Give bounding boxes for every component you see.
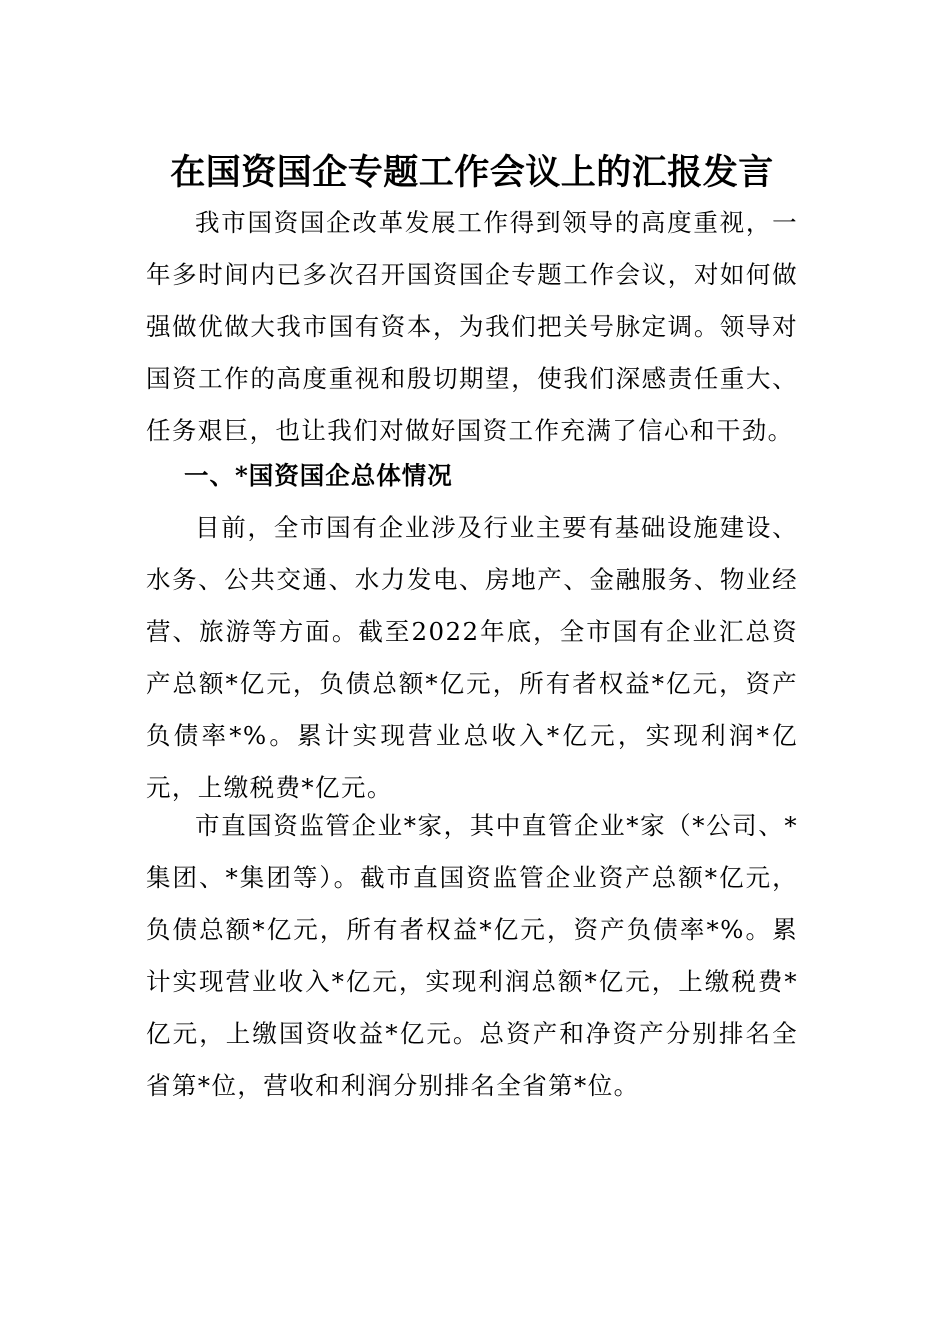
section-paragraph-2: 市直国资监管企业*家，其中直管企业*家（*公司、*集团、*集团等）。截市直国资监管企业资产总额*亿元，负债总额*亿元，所有者权益*亿元，资产负债率*%。累计实现营业收入*亿元，实现利润总额*亿元，上缴税费*亿元，上缴国资收益*亿元。总资产和净资产分别排名全省第*位，营收和利润分别排名全省第*位。 [146,811,798,1100]
section-paragraph-1: 目前，全市国有企业涉及行业主要有基础设施建设、水务、公共交通、水力发电、房地产、金融服务、物业经营、旅游等方面。截至2022年底，全市国有企业汇总资产总额*亿元，负债总额*亿元，所有者权益*亿元，资产负债率*%。累计实现营业总收入*亿元，实现利润*亿元，上缴税费*亿元。 [146,513,798,802]
document-title: 在国资国企专题工作会议上的汇报发言 [170,152,774,194]
intro-paragraph: 我市国资国企改革发展工作得到领导的高度重视，一年多时间内已多次召开国资国企专题工作会议，对如何做强做优做大我市国有资本，为我们把关号脉定调。领导对国资工作的高度重视和殷切期望，使我们深感责任重大、任务艰巨，也让我们对做好国资工作充满了信心和干劲。 [146,208,798,445]
section-heading: 一、*国资国企总体情况 [184,461,453,490]
